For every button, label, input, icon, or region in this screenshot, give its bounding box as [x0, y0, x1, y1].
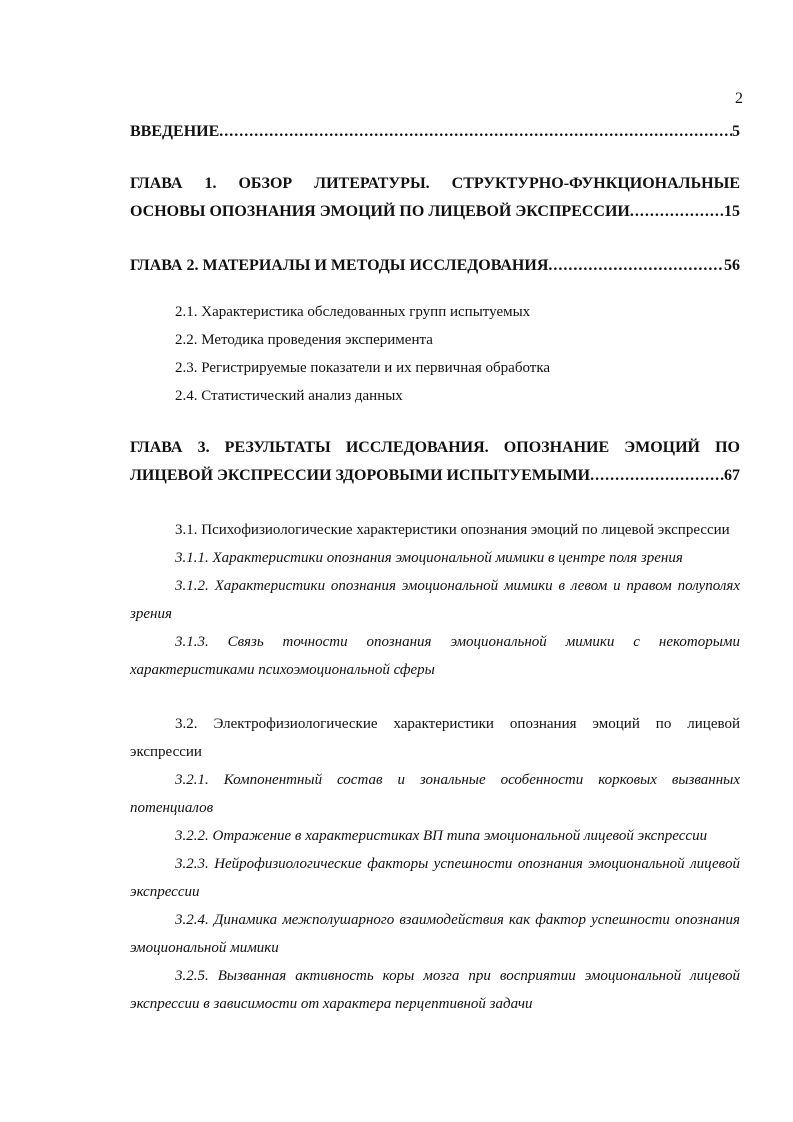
toc-item-3-1-2: 3.1.2. Характеристики опознания эмоциональной мимики в левом и правом полуполях зрения: [130, 578, 740, 622]
leader-dots: [630, 198, 724, 226]
toc-item-3-2-2: 3.2.2. Отражение в характеристиках ВП типа эмоциональной лицевой экспрессии: [175, 828, 708, 844]
toc-chapter2: [130, 252, 740, 280]
toc-item-3-2-3: 3.2.3. Нейрофизиологические факторы успешности опознания эмоциональной лицевой экспрессии: [130, 856, 740, 900]
toc-chapter3-line2: [130, 462, 740, 490]
leader-dots: [590, 462, 724, 490]
leader-dots: [219, 118, 732, 146]
leader-dots: [548, 252, 724, 280]
toc-intro-title: ВВЕДЕНИЕ: [130, 123, 220, 140]
toc-chapter1-line1: ГЛАВА 1. ОБЗОР ЛИТЕРАТУРЫ. СТРУКТУРНО-ФУНКЦИОНАЛЬНЫЕ: [130, 175, 740, 192]
toc-chapter3-title: ЛИЦЕВОЙ ЭКСПРЕССИИ ЗДОРОВЫМИ ИСПЫТУЕМЫМИ: [130, 467, 591, 484]
toc-item-3-1: 3.1. Психофизиологические характеристики опознания эмоций по лицевой экспрессии: [175, 522, 730, 538]
toc-chapter1-page: 15: [724, 203, 740, 220]
toc-chapter1-title: ОСНОВЫ ОПОЗНАНИЯ ЭМОЦИЙ ПО ЛИЦЕВОЙ ЭКСПРЕССИИ: [130, 203, 630, 220]
toc-chapter3-page: 67: [724, 467, 740, 484]
toc-item-2-1: 2.1. Характеристика обследованных групп испытуемых: [175, 304, 531, 320]
toc-item-3-1-1: 3.1.1. Характеристики опознания эмоциональной мимики в центре поля зрения: [175, 550, 683, 566]
toc-intro: [130, 118, 740, 146]
toc-item-3-2-4: 3.2.4. Динамика межполушарного взаимодействия как фактор успешности опознания эмоциональной мимики: [130, 912, 740, 956]
toc-item-2-4: 2.4. Статистический анализ данных: [175, 388, 403, 404]
table-of-contents: [130, 118, 740, 1018]
toc-intro-page: 5: [732, 123, 740, 140]
toc-item-2-3: 2.3. Регистрируемые показатели и их первичная обработка: [175, 360, 551, 376]
toc-chapter3-line1: ГЛАВА 3. РЕЗУЛЬТАТЫ ИССЛЕДОВАНИЯ. ОПОЗНАНИЕ ЭМОЦИЙ ПО: [130, 439, 740, 456]
toc-chapter1-line2: [130, 198, 740, 226]
toc-item-3-2-1: 3.2.1. Компонентный состав и зональные особенности корковых вызванных потенциалов: [130, 772, 740, 816]
toc-chapter2-title: ГЛАВА 2. МАТЕРИАЛЫ И МЕТОДЫ ИССЛЕДОВАНИЯ: [130, 257, 549, 274]
toc-item-3-2: 3.2. Электрофизиологические характеристики опознания эмоций по лицевой экспрессии: [130, 716, 740, 760]
toc-chapter2-page: 56: [724, 257, 740, 274]
page-number: 2: [735, 90, 743, 107]
toc-item-2-2: 2.2. Методика проведения эксперимента: [175, 332, 433, 348]
toc-item-3-2-5: 3.2.5. Вызванная активность коры мозга при восприятии эмоциональной лицевой экспрессии в зависимости от характера перцептивной задачи: [130, 968, 740, 1012]
toc-item-3-1-3: 3.1.3. Связь точности опознания эмоциональной мимики с некоторыми характеристиками психоэмоциональной сферы: [130, 634, 740, 678]
